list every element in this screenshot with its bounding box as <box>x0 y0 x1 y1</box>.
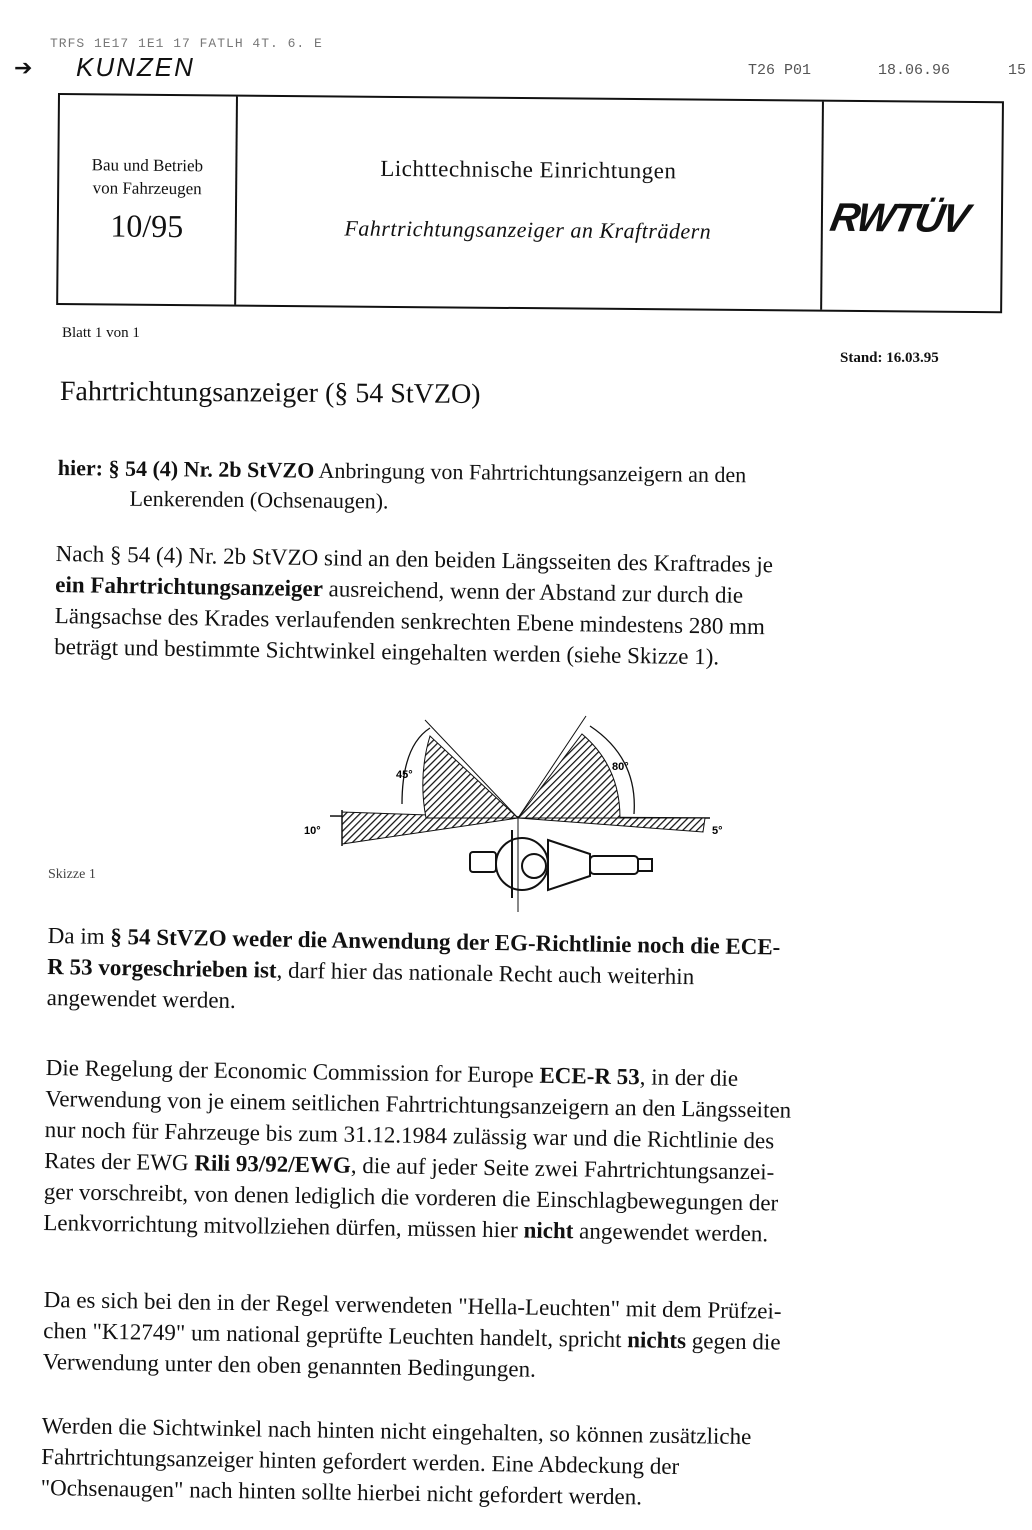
doc-number: 10/95 <box>110 207 184 245</box>
p1-line-b: ausreichend, wenn der Abstand zur durch die <box>322 576 744 608</box>
p3-bold-1: ECE-R 53 <box>539 1062 640 1090</box>
subject-line <box>57 453 988 523</box>
p4-line-b2: gegen die <box>685 1328 781 1355</box>
header-title: Lichttechnische Einrichtungen <box>380 155 677 184</box>
stand-date: Stand: 16.03.95 <box>840 350 939 366</box>
p1-line-c: Längsachse des Krades verlaufenden senkrechten Ebene mindestens 280 mm <box>54 602 766 640</box>
p3-line-e: ger vorschreibt, von denen lediglich die vorderen die Einschlagbewegungen der <box>43 1178 779 1216</box>
p3-line-f2: angewendet werden. <box>573 1218 769 1247</box>
p5-line-c: "Ochsenaugen" nach hinten sollte hierbei nicht gefordert werden. <box>40 1474 643 1510</box>
fax-header-line: TRFS 1E17 1E1 17 FATLH 4T. 6. E <box>50 36 323 51</box>
p3-line-f: Lenkvorrichtung mitvollziehen dürfen, müssen hier <box>43 1209 524 1243</box>
label-80: 80° <box>612 761 629 773</box>
p4-line-a: Da es sich bei den in der Regel verwendeten "Hella-Leuchten" mit dem Prüfzei- <box>43 1286 782 1324</box>
paragraph-4 <box>43 1284 989 1392</box>
p3-line-c: nur noch für Fahrzeuge bis zum 31.12.1984 zulässig war und die Richtlinie des <box>44 1116 775 1154</box>
hier-label: hier: <box>57 454 104 481</box>
p2-line-a: Da im <box>47 922 111 949</box>
department-line-1: Bau und Betrieb <box>91 155 204 176</box>
logo-cell <box>820 102 1002 312</box>
p2-line-b: , darf hier das nationale Recht auch weiterhin <box>276 957 695 990</box>
label-5: 5° <box>712 825 723 837</box>
page-title: Fahrtrichtungsanzeiger (§ 54 StVZO) <box>59 376 481 410</box>
paragraph-2 <box>47 920 993 1028</box>
sector-80 <box>518 734 620 818</box>
p1-bold: ein Fahrtrichtungsanzeiger <box>55 571 324 602</box>
hier-ref: § 54 (4) Nr. 2b StVZO <box>108 455 315 483</box>
p2-line-c: angewendet werden. <box>46 984 236 1013</box>
p3-bold-2: Rili 93/92/EWG <box>194 1150 352 1178</box>
p3-line-a2: , in der die <box>639 1064 739 1091</box>
document-header-box <box>56 93 1004 313</box>
p5-line-b: Fahrtrichtungsanzeiger hinten gefordert werden. Eine Abdeckung der <box>41 1443 680 1480</box>
header-subtitle: Fahrtrichtungsanzeiger an Krafträdern <box>344 215 712 244</box>
sketch-label: Skizze 1 <box>48 867 96 882</box>
fax-date: 18.06.96 <box>878 62 951 79</box>
wedge-5-right <box>518 818 705 832</box>
title-cell <box>234 97 824 310</box>
arrow-icon: ➔ <box>14 55 33 80</box>
p5-line-a: Werden die Sichtwinkel nach hinten nicht eingehalten, so können zusätzliche <box>41 1412 752 1450</box>
department-cell <box>58 95 238 305</box>
fax-device: T26 P01 <box>748 62 812 79</box>
sheet-label: Blatt 1 von 1 <box>62 325 140 341</box>
p2-bold-1: § 54 StVZO <box>110 923 227 951</box>
rwtuev-logo: RWTÜV <box>826 195 972 241</box>
hier-text-1: Anbringung von Fahrtrichtungsanzeigern an den <box>314 457 747 488</box>
p2-bold-3: R 53 vorgeschrieben ist <box>47 953 277 983</box>
p4-bold: nichts <box>627 1327 687 1354</box>
p4-line-c: Verwendung unter den oben genannten Bedingungen. <box>42 1348 537 1382</box>
p1-line-d: beträgt und bestimmte Sichtwinkel eingehalten werden (siehe Skizze 1). <box>54 633 720 670</box>
sketch-diagram <box>290 706 740 918</box>
p3-line-d2: , die auf jeder Seite zwei Fahrtrichtungsanzei- <box>350 1152 775 1185</box>
hier-text-2: Lenkerenden (Ochsenaugen). <box>129 485 389 514</box>
label-10: 10° <box>304 825 321 837</box>
handwritten-name: KUNZEN <box>76 52 195 82</box>
fax-page: 15 <box>1008 62 1027 79</box>
p3-bold-3: nicht <box>523 1217 574 1244</box>
p4-line-b: chen "K12749" um national geprüfte Leuchten handelt, spricht <box>43 1317 628 1353</box>
motorcycle-topview-icon <box>470 818 652 912</box>
paragraph-5 <box>41 1410 987 1518</box>
p3-line-b: Verwendung von je einem seitlichen Fahrtrichtungsanzeigern an den Längsseiten <box>45 1085 792 1123</box>
p1-line-a: Nach § 54 (4) Nr. 2b StVZO sind an den beiden Längsseiten des Kraftrades je <box>55 540 774 578</box>
department-line-2: von Fahrzeugen <box>92 178 202 199</box>
p3-line-d: Rates der EWG <box>44 1147 195 1176</box>
p2-bold-2: weder die Anwendung der EG-Richtlinie noch die ECE- <box>232 925 781 960</box>
label-45: 45° <box>396 769 413 781</box>
sector-45 <box>423 736 518 818</box>
paragraph-1 <box>54 538 1001 677</box>
paragraph-3 <box>43 1052 991 1253</box>
p3-line-a: Die Regelung der Economic Commission for Europe <box>45 1054 540 1088</box>
